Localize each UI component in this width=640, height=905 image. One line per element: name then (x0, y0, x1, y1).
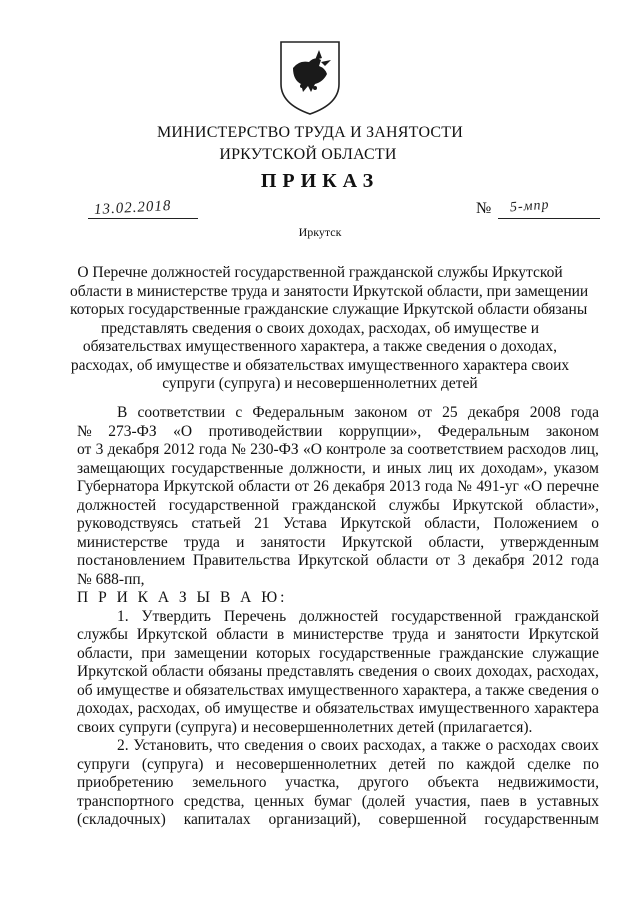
body-word: служащие (532, 644, 599, 662)
body-word: от (294, 478, 309, 495)
subject-line: супруги (супруга) и несовершеннолетних детей (162, 375, 478, 392)
body-line (77, 608, 599, 627)
body-word: сведения (358, 663, 418, 680)
body-word: 2012 (532, 552, 564, 569)
body-word: имущественного (287, 681, 399, 699)
body-word: средства, (183, 792, 245, 810)
body-word: расходах, (536, 663, 599, 680)
body-word: доходах, (77, 700, 134, 717)
number-field (498, 197, 600, 219)
body-word: Иркутской (452, 496, 523, 514)
body-line (77, 645, 599, 664)
body-word: сделке (527, 755, 571, 773)
body-word: 2012 (163, 441, 195, 458)
body-word: по (438, 755, 455, 773)
body-line: № 688-пп, (77, 570, 145, 588)
body-word: службы (388, 496, 440, 514)
body-word: в (519, 792, 527, 810)
body-word: их (458, 459, 475, 477)
body-word: лиц (428, 459, 453, 477)
body-word: каждой (466, 755, 516, 773)
body-word: уставных (536, 792, 599, 810)
body-word: государственной (391, 607, 502, 625)
body-word: законом (354, 404, 408, 421)
subject-line: обязательствах имущественного характера, а также сведения о доходах, (82, 338, 558, 355)
body-word: что (217, 737, 240, 754)
body-word: расходах, (137, 700, 200, 717)
body-word: представлять (266, 663, 354, 680)
document-body (77, 404, 599, 830)
body-word: противодействии (208, 422, 323, 440)
body-word: контроле (326, 441, 386, 458)
body-word: приобретению (77, 774, 174, 791)
body-word: области», (535, 496, 599, 514)
body-word: указом (553, 459, 599, 477)
handwritten-date: 13.02.2018 (93, 197, 172, 219)
body-word: а (474, 681, 482, 699)
body-word: Устава (283, 515, 327, 532)
body-word: гражданской (514, 607, 599, 625)
body-word: обязаны (208, 663, 263, 680)
body-line (77, 478, 599, 497)
body-word: транспортного (77, 792, 174, 810)
body-word: лиц, (570, 441, 599, 458)
body-word: обязательствах (315, 700, 415, 717)
body-word: имуществе (96, 681, 170, 699)
body-word: и (437, 626, 446, 643)
body-word: по (582, 755, 599, 773)
body-word: должностей (299, 607, 379, 625)
body-word: (долей (361, 792, 406, 810)
body-word: также (441, 737, 481, 754)
body-line (77, 515, 599, 534)
body-word: № (77, 422, 92, 440)
body-word: № (231, 441, 246, 458)
body-word: перечне (546, 478, 599, 495)
body-word: Иркутской (297, 552, 369, 569)
body-word: обязательствах (185, 681, 284, 699)
body-word: об (204, 700, 221, 717)
body-word: совершенной (378, 811, 467, 828)
body-word: а (430, 737, 438, 754)
body-line (77, 700, 599, 719)
body-word: соответствием (407, 441, 504, 458)
body-word: «О (173, 422, 193, 440)
body-line (77, 756, 599, 775)
handwritten-number: 5-мпр (509, 197, 551, 216)
body-word: расходов (507, 441, 567, 458)
body-line (77, 811, 599, 830)
body-word: 21 (254, 515, 270, 532)
body-word: которых (255, 644, 311, 662)
body-word: области, (424, 515, 480, 532)
body-word: законом (545, 422, 599, 440)
body-word: министерстве (292, 626, 384, 643)
body-word: гражданские (439, 644, 524, 662)
body-word: и (215, 755, 224, 773)
body-word: (складочных) (77, 811, 166, 828)
body-word: декабря (107, 441, 160, 458)
body-word: о (421, 663, 430, 680)
body-word: занятости (454, 626, 520, 643)
body-word: утвержденным (500, 533, 599, 551)
body-word: (супруга) (141, 755, 204, 773)
body-line (77, 626, 599, 645)
body-word: Федеральным (437, 422, 530, 440)
body-word: Иркутской (163, 478, 234, 495)
body-word: за (390, 441, 404, 458)
body-word: и (372, 459, 381, 477)
ministry-name-line2: ИРКУТСКОЙ ОБЛАСТИ (219, 146, 397, 163)
body-line (77, 774, 599, 793)
body-word: статьей (191, 515, 241, 532)
body-word: 273-ФЗ (108, 422, 157, 440)
body-word: несовершеннолетних (236, 755, 377, 773)
body-word: 3 (95, 441, 104, 458)
body-word: должностей (77, 496, 157, 514)
document-type: ПРИКАЗ (260, 170, 380, 192)
body-word: 2008 (529, 404, 561, 421)
body-word: земельного (192, 774, 267, 791)
body-word: и (236, 533, 245, 551)
date-field (88, 197, 198, 219)
body-word: соответствии (137, 404, 226, 421)
body-word: государственным (484, 811, 599, 828)
body-word: участия, (415, 792, 471, 810)
body-word: и (173, 681, 182, 699)
body-word: Утвердить (141, 607, 211, 625)
body-word: Правительства (192, 552, 291, 569)
body-word: Иркутской (341, 533, 413, 551)
body-word: о (591, 515, 599, 532)
body-word: постановлением (77, 552, 186, 569)
body-word: имущественного (418, 700, 530, 717)
body-word: Установить, (133, 737, 213, 754)
body-word: гражданской (291, 496, 377, 514)
body-word: государственные (171, 459, 284, 477)
body-word: декабря (472, 552, 525, 569)
body-word: декабря (333, 478, 385, 495)
body-word: своих (561, 737, 599, 754)
body-line: своих супруги (супруга) и несовершеннолетних детей (прилагается). (77, 718, 533, 736)
body-word: года (198, 441, 227, 458)
body-word: ценных (254, 792, 305, 810)
body-word: и (302, 700, 311, 717)
body-word: года (570, 404, 599, 421)
body-word: области (376, 552, 429, 569)
body-word: своих (320, 737, 359, 754)
body-word: труда (392, 626, 429, 643)
body-word: 3 (457, 552, 466, 569)
body-word: государственной (168, 496, 280, 514)
body-word: от (77, 441, 92, 458)
body-word: В (117, 404, 128, 421)
body-line (77, 497, 599, 516)
body-word: детей (389, 755, 426, 773)
body-word: 2013 (389, 478, 421, 495)
body-word: области, (428, 533, 485, 551)
body-word: имуществе (224, 700, 298, 717)
body-line (77, 460, 599, 479)
body-line (77, 552, 599, 571)
body-word: области (216, 626, 269, 643)
body-word: Федеральным (252, 404, 345, 421)
body-word: при (141, 644, 166, 662)
subject-line: представлять сведения о своих доходах, расходах, об имуществе и (100, 319, 540, 337)
body-word: капиталах (183, 811, 251, 828)
body-word: сведения (244, 737, 304, 754)
body-word: о (485, 737, 494, 754)
subject-line: расходах, об имуществе и обязательствах имущественного характера своих (70, 356, 570, 374)
body-word: характера, (402, 681, 472, 699)
body-word: расходах, (363, 737, 426, 754)
body-word: бумаг (314, 792, 352, 810)
city-name: Иркутск (298, 225, 342, 239)
body-word: другого (358, 774, 409, 791)
body-word: характера (534, 700, 599, 717)
body-word: сведения (528, 681, 588, 699)
body-word: декабря (467, 404, 520, 421)
coat-of-arms-icon (275, 38, 345, 116)
body-word: 491-уг (476, 478, 519, 495)
body-line (77, 663, 599, 682)
body-word: 230-ФЗ (250, 441, 299, 458)
body-word: области, (77, 644, 133, 662)
body-word: о (591, 681, 599, 699)
body-word: Иркутской (136, 626, 208, 643)
body-word: объекта (427, 774, 479, 791)
body-word: Положением (493, 515, 578, 532)
body-line (77, 423, 599, 442)
body-word: доходам», (481, 459, 548, 477)
subject-line: области в министерстве труда и занятости Иркутской области, при замещении (70, 282, 589, 300)
body-word: о (308, 737, 316, 754)
body-word: «О (523, 478, 543, 495)
body-line (77, 682, 599, 701)
subject-line: которых государственные гражданские служащие Иркутской области обязаны (70, 301, 588, 318)
body-word: коррупции», (338, 422, 422, 440)
body-word: организаций), (268, 811, 361, 828)
number-label: № (476, 200, 492, 217)
body-word: года (570, 552, 599, 569)
body-word: № (457, 478, 472, 495)
body-word: расходах (497, 737, 557, 754)
body-word: «О (302, 441, 322, 458)
body-word: своих (434, 663, 472, 680)
ministry-name-line1: МИНИСТЕРСТВО ТРУДА И ЗАНЯТОСТИ (157, 124, 463, 141)
body-word: 25 (442, 404, 458, 421)
body-word: от (417, 404, 432, 421)
body-word: руководствуясь (77, 515, 179, 532)
body-word: года (424, 478, 453, 495)
body-word: замещении (174, 644, 248, 662)
body-line (77, 793, 599, 812)
body-word: области (152, 663, 204, 680)
body-word: Иркутской (340, 515, 411, 532)
document-subject (70, 264, 589, 394)
body-line (77, 404, 599, 423)
body-word: с (235, 404, 243, 421)
body-line (77, 441, 599, 460)
subject-line: О Перечне должностей государственной гражданской службы Иркутской (77, 264, 563, 281)
body-word: Иркутской (77, 663, 148, 680)
body-word: недвижимости, (497, 774, 599, 791)
body-word: 2. (117, 737, 129, 754)
body-word: занятости (260, 533, 326, 551)
body-word: Иркутской (528, 626, 599, 643)
body-word: труда (183, 533, 220, 551)
body-word: паев (480, 792, 510, 810)
body-word: Губернатора (77, 478, 159, 495)
body-line (77, 737, 599, 756)
body-word: участка, (285, 774, 340, 791)
body-word: Перечень (223, 607, 287, 625)
body-word: службы (77, 626, 128, 643)
body-word: супруги (77, 755, 130, 773)
decree-heading: П Р И К А З Ы В А Ю: (77, 589, 288, 606)
body-word: иных (386, 459, 422, 477)
body-word: области (238, 478, 291, 495)
body-word: министерстве (77, 533, 168, 551)
body-word: замещающих (77, 459, 166, 477)
body-word: также (485, 681, 525, 699)
body-word: государственные (319, 644, 431, 662)
body-word: в (276, 626, 285, 643)
body-line (77, 534, 599, 553)
body-word: от (435, 552, 450, 569)
body-word: 26 (313, 478, 329, 495)
body-word: доходах, (476, 663, 533, 680)
body-word: об (77, 681, 93, 699)
body-word: 1. (117, 607, 129, 625)
body-word: должности, (289, 459, 366, 477)
